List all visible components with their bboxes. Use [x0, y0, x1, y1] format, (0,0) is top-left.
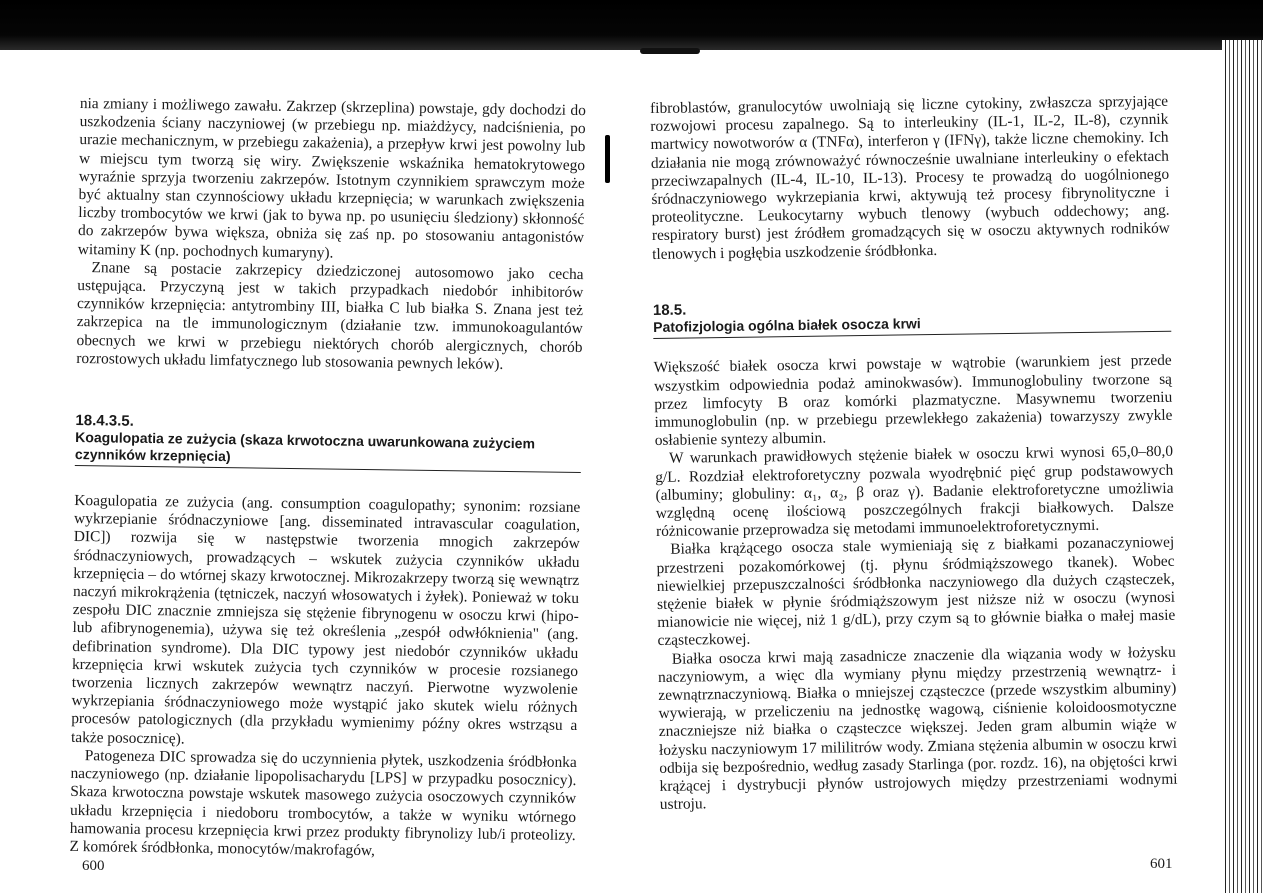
left-page: [69, 95, 586, 863]
right-paragraph-4: Białka krążącego osocza stale wymieniają się z białkami pozanaczyniowej przestrzeni pozakomórkowej (tj. płynu śródmiąższowego tkanek). Wobec niewielkiej przepuszczalności śródbłonka naczyniowego dla dużych cząsteczek, stężenie białek w płynie śródmiąższowym jest niższe niż w osoczu (wynosi mianowicie nie więcej, niż 1 g/dL), przy czym są to głównie białka o małej masie cząsteczkowej.: [656, 534, 1176, 650]
left-paragraph-4: Patogeneza DIC sprowadza się do uczynnienia płytek, uszkodzenia śródbłonka naczyniowego (np. działanie lipopolisacharydu [LPS] w przypadku posocznicy). Skaza krwotoczna powstaje wskutek masowego zużycia osoczowych czynników układu krzepnięcia i niedoboru trombocytów, a także w wyniku wtórnego hamowania procesu krzepnięcia krwi przez produkty fibrynolizy lub/i proteolizy. Z komórek śródbłonka, monocytów/makrofagów,: [69, 747, 577, 860]
right-paragraph-5: Białka osocza krwi mają zasadnicze znaczenie dla wiązania wody w łożysku naczyniowym, a więc dla wymiany płynu między przestrzenią wewnątrz- i zewnątrznaczyniową. Białka o mniejszej cząsteczce (przede wszystkim albuminy) wywierają, w przeliczeniu na jednostkę wagową, ciśnienie koloidoosmotyczne znaczniejsze niż białka o cząsteczce większej. Jeden gram albumin wiąże w łożysku naczyniowym 17 mililitrów wody. Zmiana stężenia albumin w osoczu krwi odbija się bezpośrednio, według zasady Starlinga (por. rozdz. 16), na objętości krwi krążącej i dystrybucji płynów ustrojowych między przestrzeniami wodnymi ustroju.: [657, 643, 1178, 814]
section-number: 18.5.: [652, 301, 687, 319]
section-title: Koagulopatia ze zużycia (skaza krwotoczna uwarunkowana zużyciem czynników krzepnięcia): [75, 429, 581, 473]
left-section-heading: [75, 412, 582, 473]
left-paragraph-1: nia zmiany i możliwego zawału. Zakrzep (skrzeplina) powstaje, gdy dochodzi do uszkodzenia ściany naczyniowej (w przebiegu np. miażdżycy, nadciśnienia, po urazie mechanicznym, w przebiegu zakażenia), a przepływ krwi jest powolny lub w miejscu tym tworzą się wiry. Zwiększenie wskaźnika hematokrytowego wyraźnie sprzyja tworzeniu zakrzepów. Istotnym czynnikiem sprawczym może być aktualny stan czynnościowy układu krzepnięcia; w warunkach zwiększenia liczby trombocytów we krwi (jak to bywa np. po usunięciu śledziony) skłonność do zakrzepów bywa większa, obniża się zaś np. po stosowaniu antagonistów witaminy K (np. pochodnych kumaryny).: [77, 95, 586, 262]
right-paragraph-3: W warunkach prawidłowych stężenie białek w osoczu krwi wynosi 65,0–80,0 g/L. Rozdział elektroforetyczny pozwala wyodrębnić pięć grup podstawowych (albuminy; globuliny: α₁, α₂, β oraz γ). Badanie elektroforetyczne umożliwia względną ocenę ilościową poszczególnych frakcji białkowych. Dalsze różnicowanie przeprowadza się metodami immunoelektroforetycznymi.: [655, 443, 1174, 541]
left-paragraph-2: Znane są postacie zakrzepicy dziedziczonej autosomowo jako cecha ustępująca. Przyczyną jest w takich przypadkach niedobór inhibitorów czynników krzepnięcia: antytrombiny III, białka C lub białka S. Znana jest też zakrzepica na tle immunologicznym (działanie tzw. immunokoagulantów obecnych we krwi w przebiegu niektórych chorób alergicznych, chorób rozrostowych układu limfatycznego lub stosowania pewnych leków).: [76, 259, 584, 373]
right-page-number: 601: [1150, 856, 1173, 872]
right-paragraph-2: Większość białek osocza krwi powstaje w wątrobie (warunkiem jest przede wszystkim odpowiednia podaż aminokwasów). Immunoglobuliny tworzone są przez limfocyty B oraz komórki plazmatyczne. Masywnemu tworzeniu immunoglobulin (np. w przebiegu przewlekłego zakażenia) towarzyszy zwykle osłabienie syntezy albumin.: [653, 352, 1173, 450]
right-section-heading: [653, 295, 1171, 340]
book-spine-edge: [1222, 40, 1263, 893]
left-page-number: 600: [82, 858, 105, 874]
section-number: 18.4.3.5.: [75, 412, 134, 430]
scan-top-shadow: [0, 0, 1263, 50]
right-page: [650, 93, 1178, 815]
right-paragraph-1: fibroblastów, granulocytów uwolniają się liczne cytokiny, zwłaszcza sprzyjające rozwojowi procesu zapalnego. Są to interleukiny (IL-1, IL-2, IL-8), czynnik martwicy nowotworów α (TNFα), interferon γ (IFNγ), także liczne chemokiny. Ich działania nie mogą zrównoważyć równocześnie uwalniane interleukiny o efektach przeciwzapalnych (IL-4, IL-10, IL-13). Procesy te prowadzą do uogólnionego śródnaczyniowego wykrzepiania krwi, aktywują też procesy fibrynolityczne i proteolityczne. Leukocytarny wybuch tlenowy (wybuch oddechowy; ang. respiratory burst) jest źródłem gromadzących się w osoczu aktywnych rodników tlenowych i pogłębia uszkodzenie śródbłonka.: [650, 92, 1170, 263]
left-paragraph-3: Koagulopatia ze zużycia (ang. consumption coagulopathy; synonim: rozsiane wykrzepianie śródnaczyniowe [ang. disseminated intravascular coagulation, DIC]) rozwija się w następstwie tworzenia mnogich zakrzepów śródnaczyniowych, prowadzących – wskutek zużycia czynników układu krzepnięcia – do wtórnej skazy krwotocznej. Mikrozakrzepy tworzą się wewnątrz naczyń mikrokrążenia (tętniczek, naczyń włosowatych i żyłek). Ponieważ w toku zespołu DIC znacznie zmniejsza się stężenie fibrynogenu w osoczu krwi (hipo- lub afibrynogenemia), używa się też określenia „zespół odwłóknienia" (ang. defibrination syndrome). Dla DIC typowy jest niedobór czynników układu krzepnięcia krwi wskutek zużycia tych czynników w procesie rozsianego tworzenia licznych zakrzepów wewnątrz naczyń. Pierwotne wyzwolenie wykrzepiania śródnaczyniowego może wystąpić jako skutek wielu różnych procesów patologicznych (dla przykładu wymienimy późny okres wstrząsu a także posocznicę).: [70, 492, 581, 748]
section-title: Patofizjologia ogólna białek osocza krwi: [653, 312, 1171, 340]
binding-mark: [605, 135, 610, 183]
